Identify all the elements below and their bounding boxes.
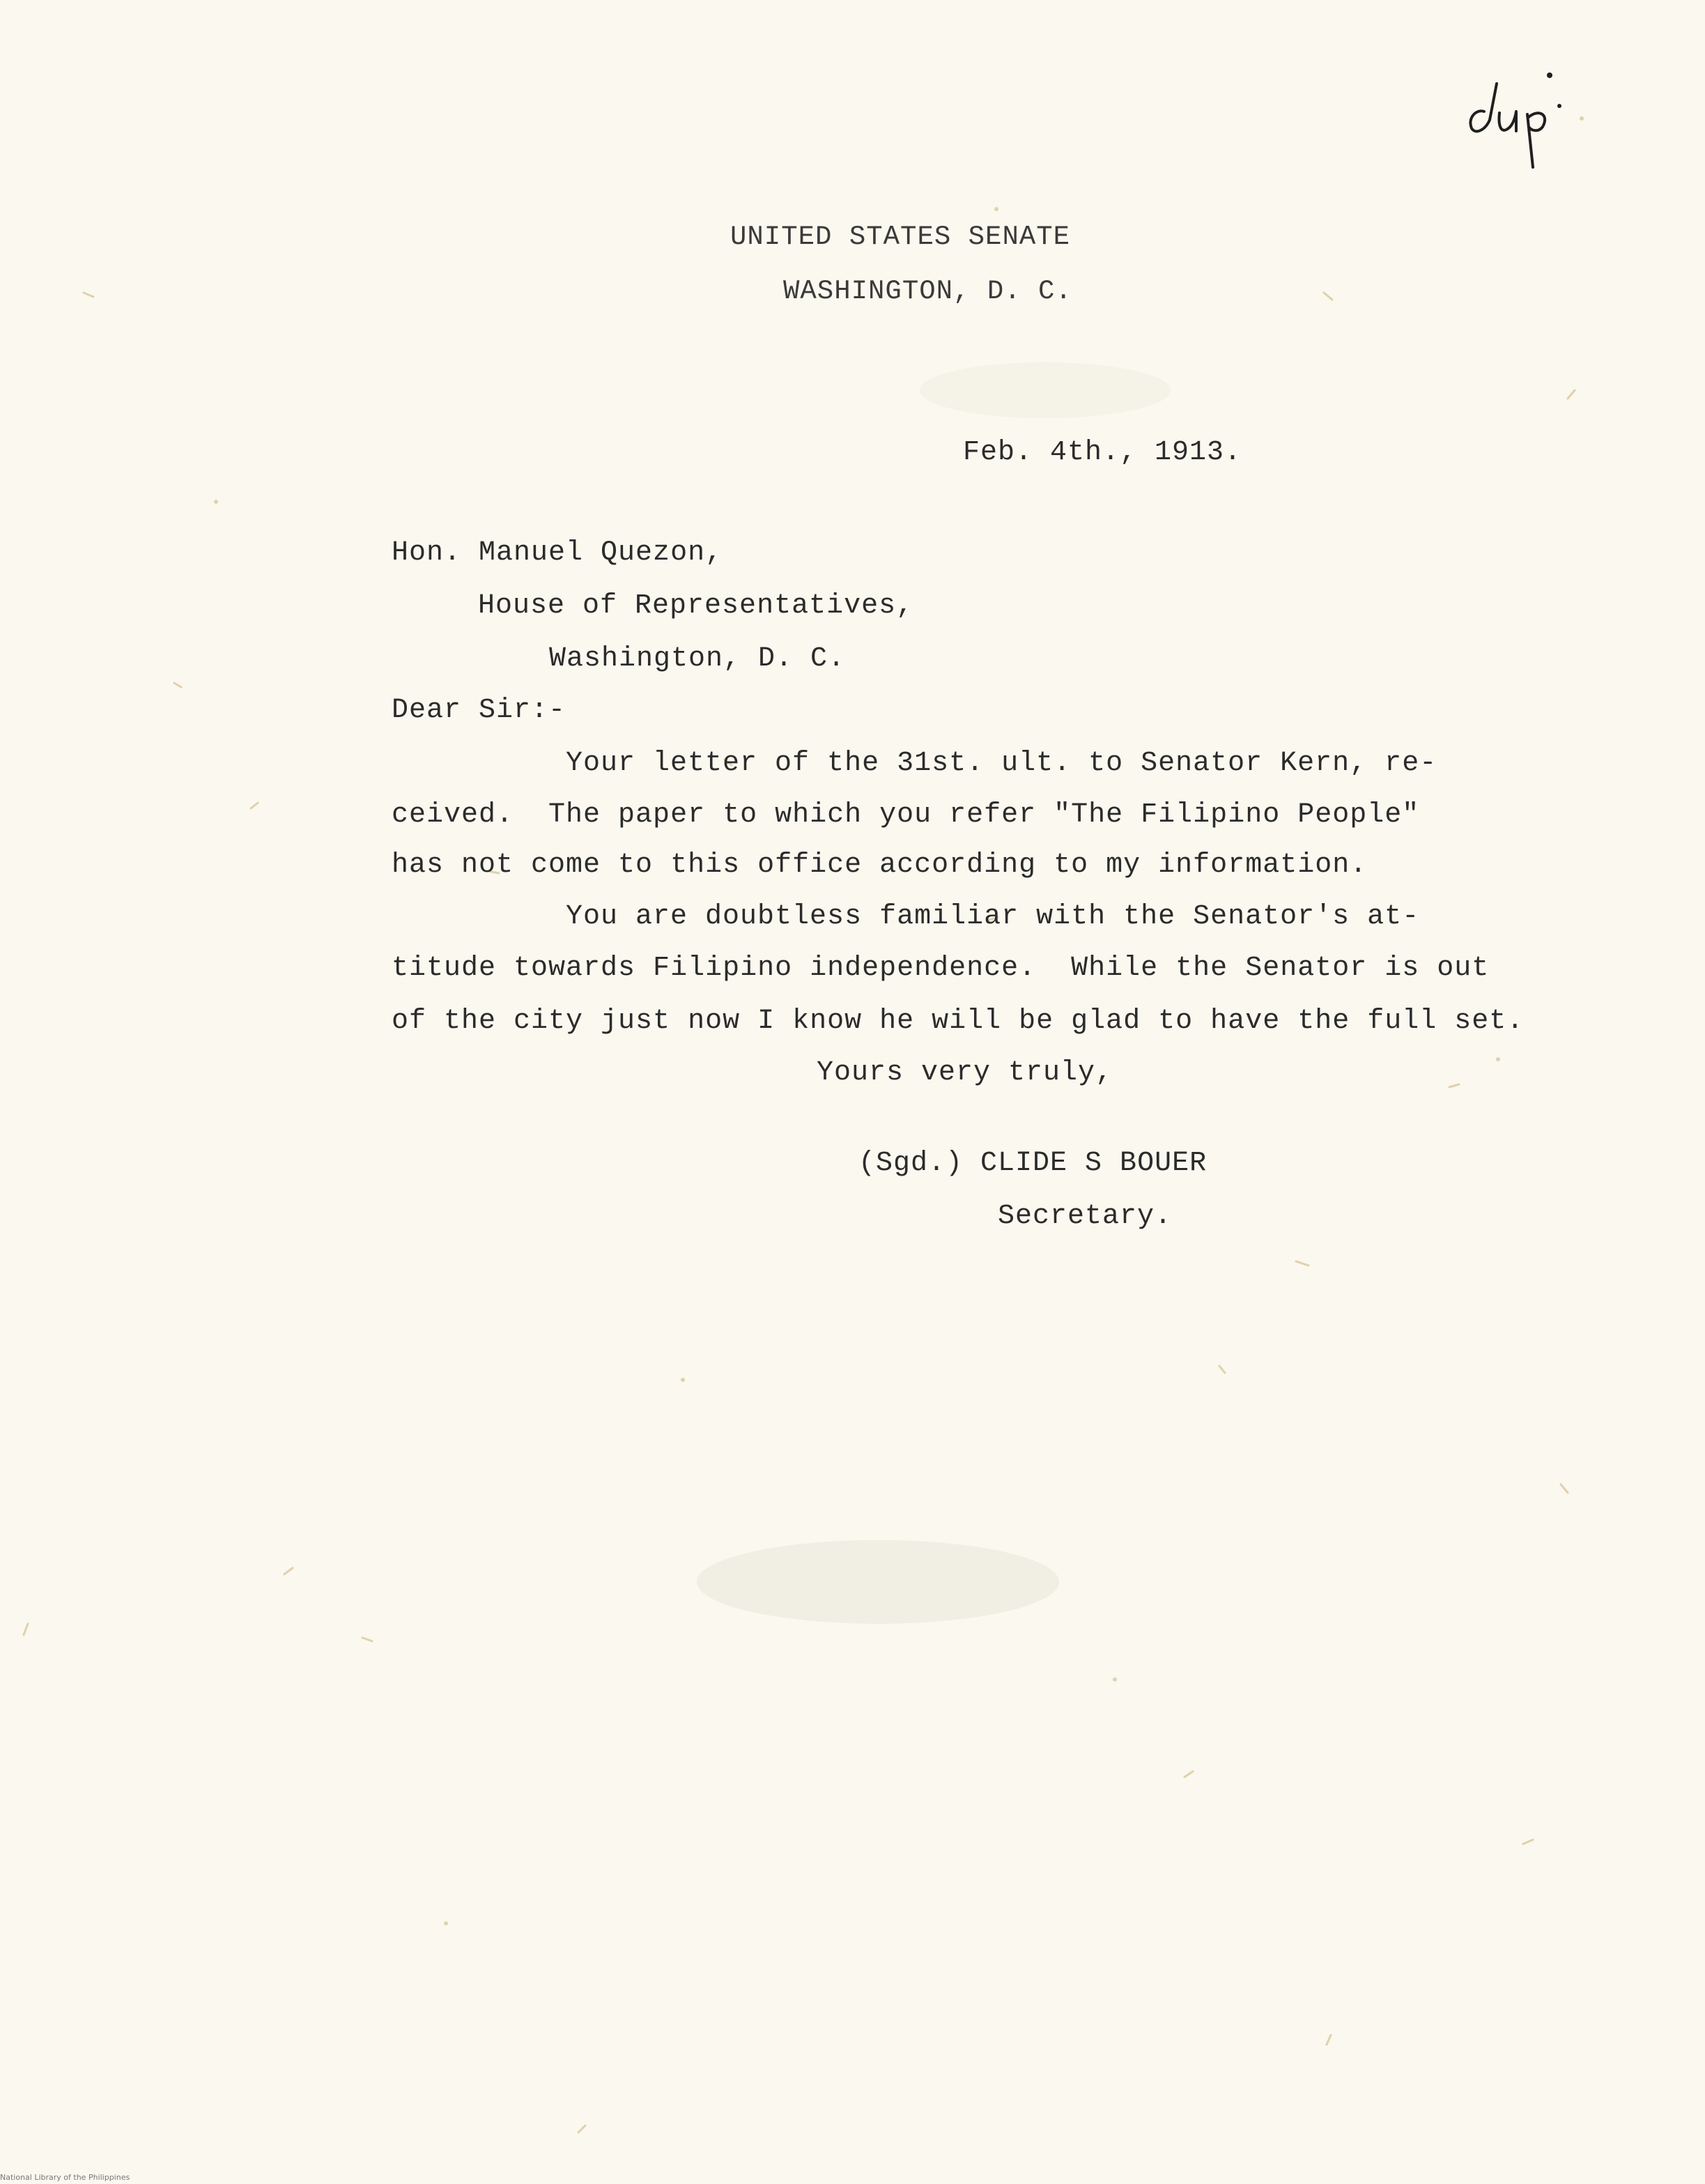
body-line: has not come to this office according to my information.	[392, 849, 1368, 881]
recipient-name: Hon. Manuel Quezon,	[392, 537, 723, 569]
signature-name: (Sgd.) CLIDE S BOUER	[858, 1148, 1208, 1179]
body-line: of the city just now I know he will be glad to have the full set.	[392, 1006, 1525, 1037]
body-line: You are doubtless familiar with the Senator's at-	[566, 901, 1420, 932]
body-line: ceived. The paper to which you refer "The Filipino People"	[392, 799, 1420, 831]
archive-stamp: National Library of the Philippines	[0, 2173, 130, 2182]
closing: Yours very truly,	[817, 1057, 1113, 1089]
salutation: Dear Sir:-	[392, 695, 566, 726]
handwritten-annotation	[1456, 63, 1568, 188]
letter-date: Feb. 4th., 1913.	[963, 437, 1242, 468]
body-line: Your letter of the 31st. ult. to Senator Kern, re-	[566, 748, 1437, 779]
signature-title: Secretary.	[998, 1201, 1173, 1232]
letterhead-line-1: UNITED STATES SENATE	[730, 222, 1071, 252]
body-line: titude towards Filipino independence. While the Senator is out	[392, 953, 1490, 984]
letterhead-line-2: WASHINGTON, D. C.	[783, 276, 1072, 307]
recipient-address-line-2: Washington, D. C.	[549, 643, 846, 675]
recipient-address-line-1: House of Representatives,	[478, 590, 914, 622]
